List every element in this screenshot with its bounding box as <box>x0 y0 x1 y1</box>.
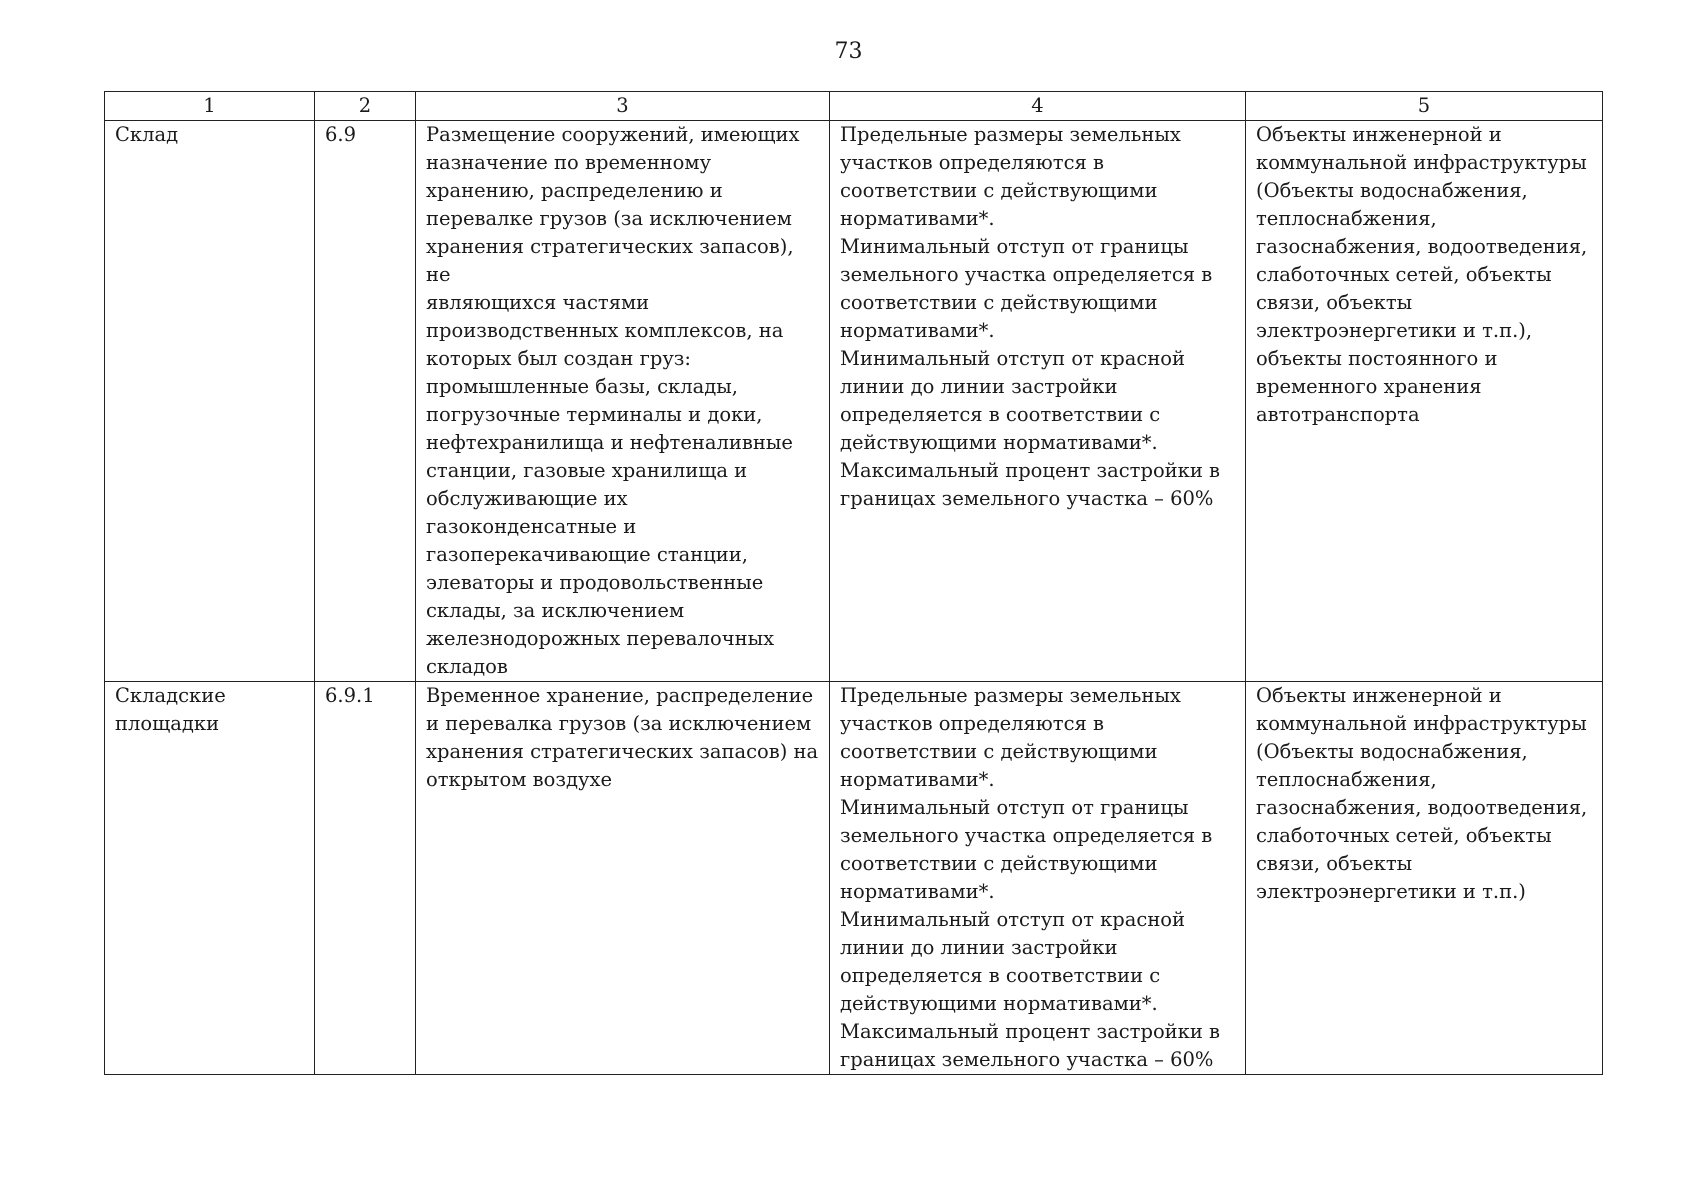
use-parameters-cell <box>830 682 1246 1075</box>
land-use-table <box>104 91 1603 1075</box>
table-row <box>105 682 1603 1075</box>
table-header-row <box>105 92 1603 121</box>
header-col-1: 1 <box>105 92 315 121</box>
header-col-5: 5 <box>1246 92 1603 121</box>
table-row <box>105 121 1603 682</box>
header-col-3: 3 <box>416 92 830 121</box>
use-parameters: Предельные размеры земельных участков определяются в соответствии с действующими нормативами*. Минимальный отступ от границы земельного участка определяется в соответствии с действующими нормативами*. Минимальный отступ от красной линии до линии застройки определяется в соответствии с действующими нормативами*. Максимальный процент застройки в границах земельного участка – 60% <box>840 684 1221 1071</box>
use-auxiliary: Объекты инженерной и коммунальной инфраструктуры (Объекты водоснабжения, теплоснабжения, газоснабжения, водоотведения, слаботочных сетей, объекты связи, объекты электроэнергетики и т.п.), объекты постоянного и временного хранения автотранспорта <box>1256 123 1588 426</box>
use-auxiliary-cell <box>1246 121 1603 682</box>
use-auxiliary: Объекты инженерной и коммунальной инфраструктуры (Объекты водоснабжения, теплоснабжения, газоснабжения, водоотведения, слаботочных сетей, объекты связи, объекты электроэнергетики и т.п.) <box>1256 684 1588 903</box>
use-name-cell <box>105 682 315 1075</box>
use-parameters: Предельные размеры земельных участков определяются в соответствии с действующими нормативами*. Минимальный отступ от границы земельного участка определяется в соответствии с действующими нормативами*. Минимальный отступ от красной линии до линии застройки определяется в соответствии с действующими нормативами*. Максимальный процент застройки в границах земельного участка – 60% <box>840 123 1221 510</box>
use-auxiliary-cell <box>1246 682 1603 1075</box>
use-name: Складские площадки <box>115 684 226 735</box>
page-number: 73 <box>834 39 863 64</box>
use-name-cell <box>105 121 315 682</box>
use-description: Размещение сооружений, имеющих назначение по временному хранению, распределению и перевалке грузов (за исключением хранения стратегических запасов), не являющихся частями производственных комплексов, на которых был создан груз: промышленные базы, склады, погрузочные терминалы и доки, нефтехранилища и нефтеналивные станции, газовые хранилища и обслуживающие их газоконденсатные и газоперекачивающие станции, элеваторы и продовольственные склады, за исключением железнодорожных перевалочных складов <box>426 123 800 678</box>
use-description: Временное хранение, распределение и перевалка грузов (за исключением хранения стратегических запасов) на открытом воздухе <box>426 684 819 791</box>
use-description-cell <box>416 121 830 682</box>
use-code: 6.9.1 <box>325 684 375 707</box>
use-code: 6.9 <box>325 123 357 146</box>
use-code-cell <box>315 682 416 1075</box>
header-col-2: 2 <box>315 92 416 121</box>
header-col-4: 4 <box>830 92 1246 121</box>
use-parameters-cell <box>830 121 1246 682</box>
use-code-cell <box>315 121 416 682</box>
use-name: Склад <box>115 123 179 146</box>
use-description-cell <box>416 682 830 1075</box>
